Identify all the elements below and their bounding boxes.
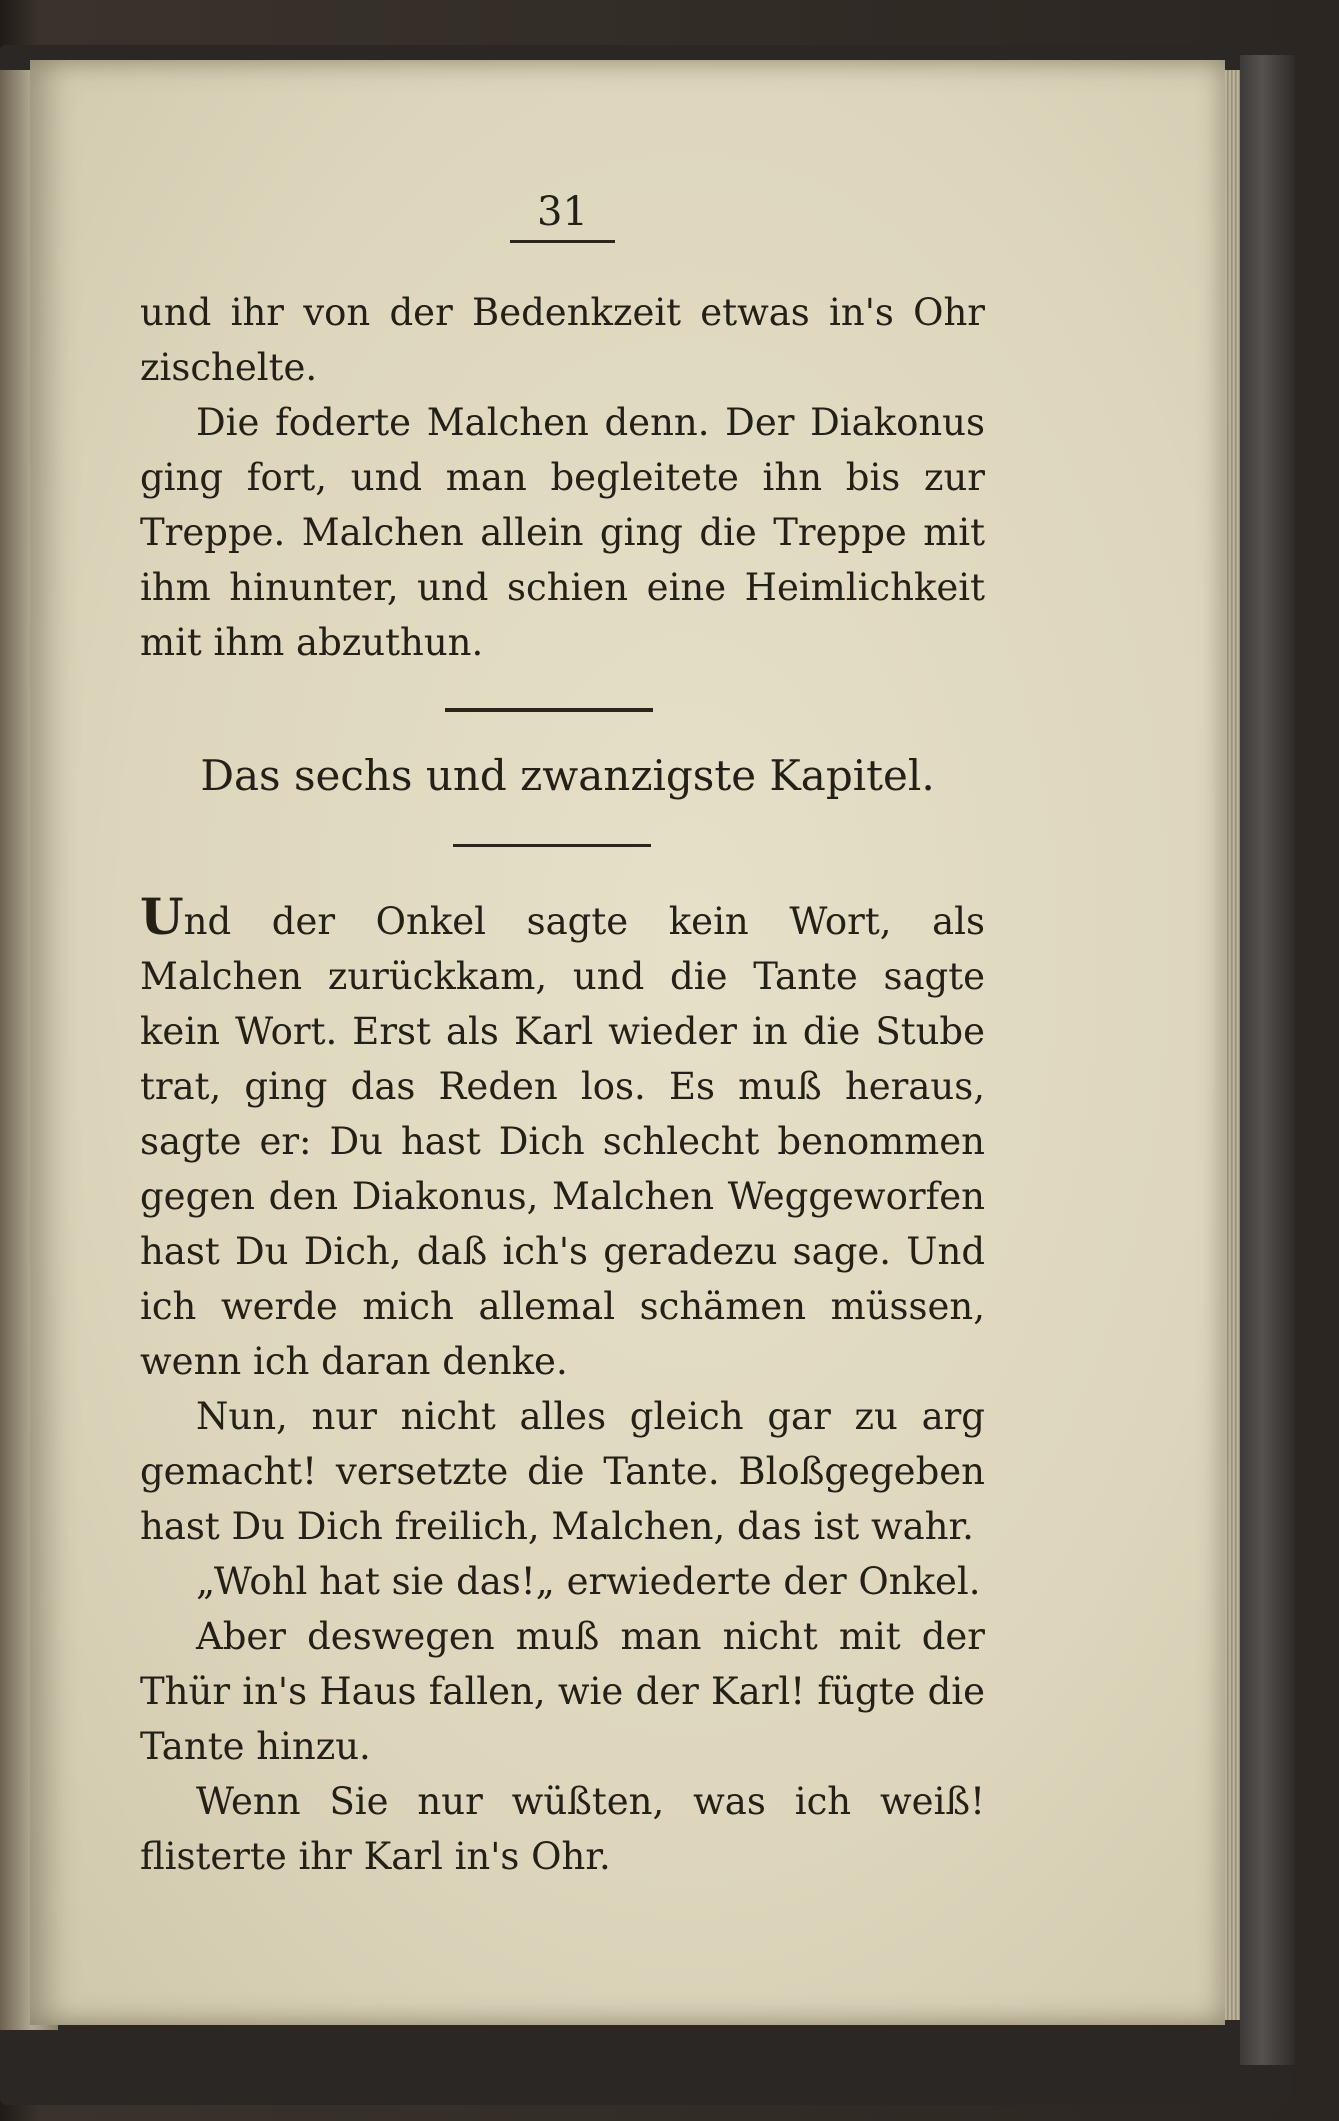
paragraph: Wenn Sie nur wüßten, was ich weiß! flisterte ihr Karl in's Ohr. — [140, 1780, 985, 1878]
chapter-rule-top — [445, 708, 653, 712]
chapter-first-text: nd der Onkel sagte kein Wort, als Malchen zurückkam, und die Tante sagte kein Wort. Erst als Karl wieder in die Stube trat, ging das Reden los. Es muß heraus, sagte er: Du hast Dich schlecht benommen gegen den Diakonus, Malchen Weggeworfen hast Du Dich, daß ich's geradezu sage. Und ich werde mich allemal schämen müssen, wenn ich daran denke. — [140, 900, 985, 1383]
page-text — [140, 285, 985, 1884]
paragraph: „Wohl hat sie das!„ erwiederte der Onkel. — [196, 1560, 981, 1603]
dropcap-letter: U — [140, 887, 184, 946]
book-binding-edge — [1240, 55, 1295, 2065]
paragraph: Aber deswegen muß man nicht mit der Thür in's Haus fallen, wie der Karl! fügte die Tante hinzu. — [140, 1615, 985, 1768]
chapter-first-paragraph — [140, 889, 985, 1389]
chapter-title: Das sechs und zwanzigste Kapitel. — [200, 751, 935, 800]
chapter-rule-bottom — [453, 844, 651, 847]
paragraph-continuation: und ihr von der Bedenkzeit etwas in's Ohr zischelte. — [140, 291, 985, 389]
page-number: 31 — [510, 188, 615, 243]
paragraph: Die foderte Malchen denn. Der Diakonus ging fort, und man begleitete ihn bis zur Treppe. Malchen allein ging die Treppe mit ihm hinunter, und schien eine Heimlichkeit mit ihm abzuthun. — [140, 401, 985, 664]
paragraph: Nun, nur nicht alles gleich gar zu arg gemacht! versetzte die Tante. Bloßgegeben hast Du Dich freilich, Malchen, das ist wahr. — [140, 1395, 985, 1548]
